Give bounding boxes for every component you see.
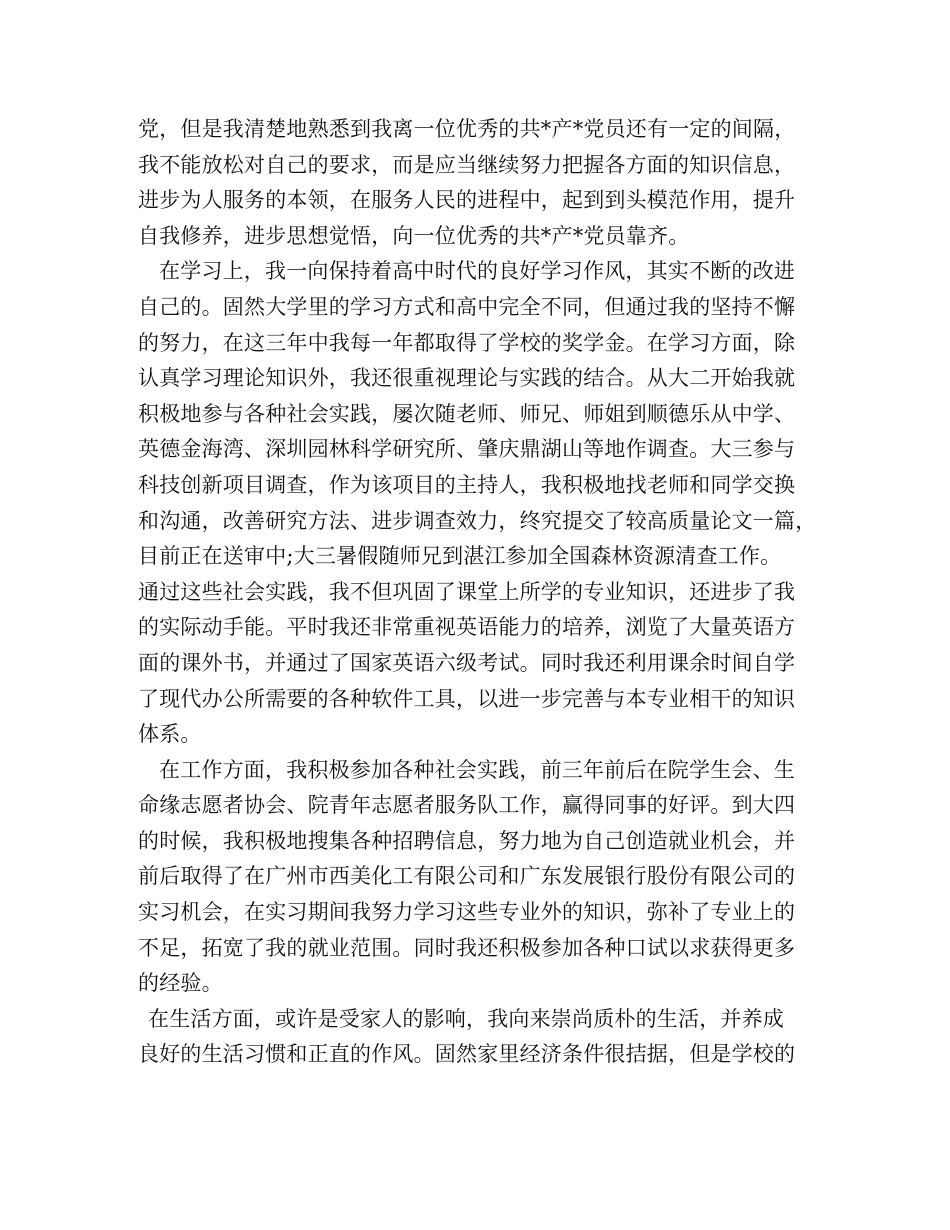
text-line: 认真学习理论知识外，我还很重视理论与实践的结合。从大二开始我就	[138, 366, 796, 391]
body-text	[138, 112, 818, 1073]
text-line: 体系。	[138, 722, 202, 747]
text-line: 自我修养，进步思想觉悟，向一位优秀的共*产*党员靠齐。	[138, 223, 690, 248]
text-line: 科技创新项目调查，作为该项目的主持人，我积极地找老师和同学交换	[138, 472, 796, 497]
text-line: 我不能放松对自己的要求，而是应当继续努力把握各方面的知识信息，	[138, 152, 796, 177]
text-line: 不足，拓宽了我的就业范围。同时我还积极参加各种口试以求获得更多	[138, 935, 796, 960]
text-line: 面的课外书，并通过了国家英语六级考试。同时我还利用课余时间自学	[138, 650, 796, 675]
text-line: 命缘志愿者协会、院青年志愿者服务队工作，赢得同事的好评。到大四	[138, 793, 796, 818]
text-line: 良好的生活习惯和正直的作风。固然家里经济条件很拮据，但是学校的	[138, 1042, 796, 1067]
text-line: 积极地参与各种社会实践，屡次随老师、师兄、师姐到顺德乐从中学、	[138, 401, 796, 426]
text-line: 自己的。固然大学里的学习方式和高中完全不同，但通过我的坚持不懈	[138, 294, 796, 319]
text-line: 的实际动手能。平时我还非常重视英语能力的培养，浏览了大量英语方	[138, 615, 796, 640]
text-line: 党，但是我清楚地熟悉到我离一位优秀的共*产*党员还有一定的间隔，	[138, 117, 796, 141]
text-line: 的时候，我积极地搜集各种招聘信息，努力地为自己创造就业机会，并	[138, 828, 796, 853]
text-line: 实习机会，在实习期间我努力学习这些专业外的知识，弥补了专业上的	[138, 900, 796, 925]
text-line: 进步为人服务的本领，在服务人民的进程中，起到到头模范作用，提升	[138, 188, 796, 213]
text-line: 了现代办公所需要的各种软件工具，以进一步完善与本专业相干的知识	[138, 686, 796, 711]
paragraph-start-line: 在学习上，我一向保持着高中时代的良好学习作风，其实不断的改进	[159, 259, 795, 284]
text-line: 通过这些社会实践，我不但巩固了课堂上所学的专业知识，还进步了我	[138, 579, 796, 604]
text-line: 的经验。	[138, 971, 223, 996]
paragraph-start-line: 在工作方面，我积极参加各种社会实践，前三年前后在院学生会、生	[159, 757, 795, 782]
paragraph-start-line: 在生活方面，或许是受家人的影响，我向来崇尚质朴的生活，并养成	[148, 1006, 784, 1031]
text-line: 目前正在送审中;大三暑假随师兄到湛江参加全国森林资源清查工作。	[138, 544, 782, 569]
text-line: 和沟通，改善研究方法、进步调查效力，终究提交了较高质量论文一篇，	[138, 508, 817, 533]
text-line: 的努力，在这三年中我每一年都取得了学校的奖学金。在学习方面，除	[138, 330, 796, 355]
text-line: 英德金海湾、深圳园林科学研究所、肇庆鼎湖山等地作调查。大三参与	[138, 437, 796, 462]
text-line: 前后取得了在广州市西美化工有限公司和广东发展银行股份有限公司的	[138, 864, 796, 889]
